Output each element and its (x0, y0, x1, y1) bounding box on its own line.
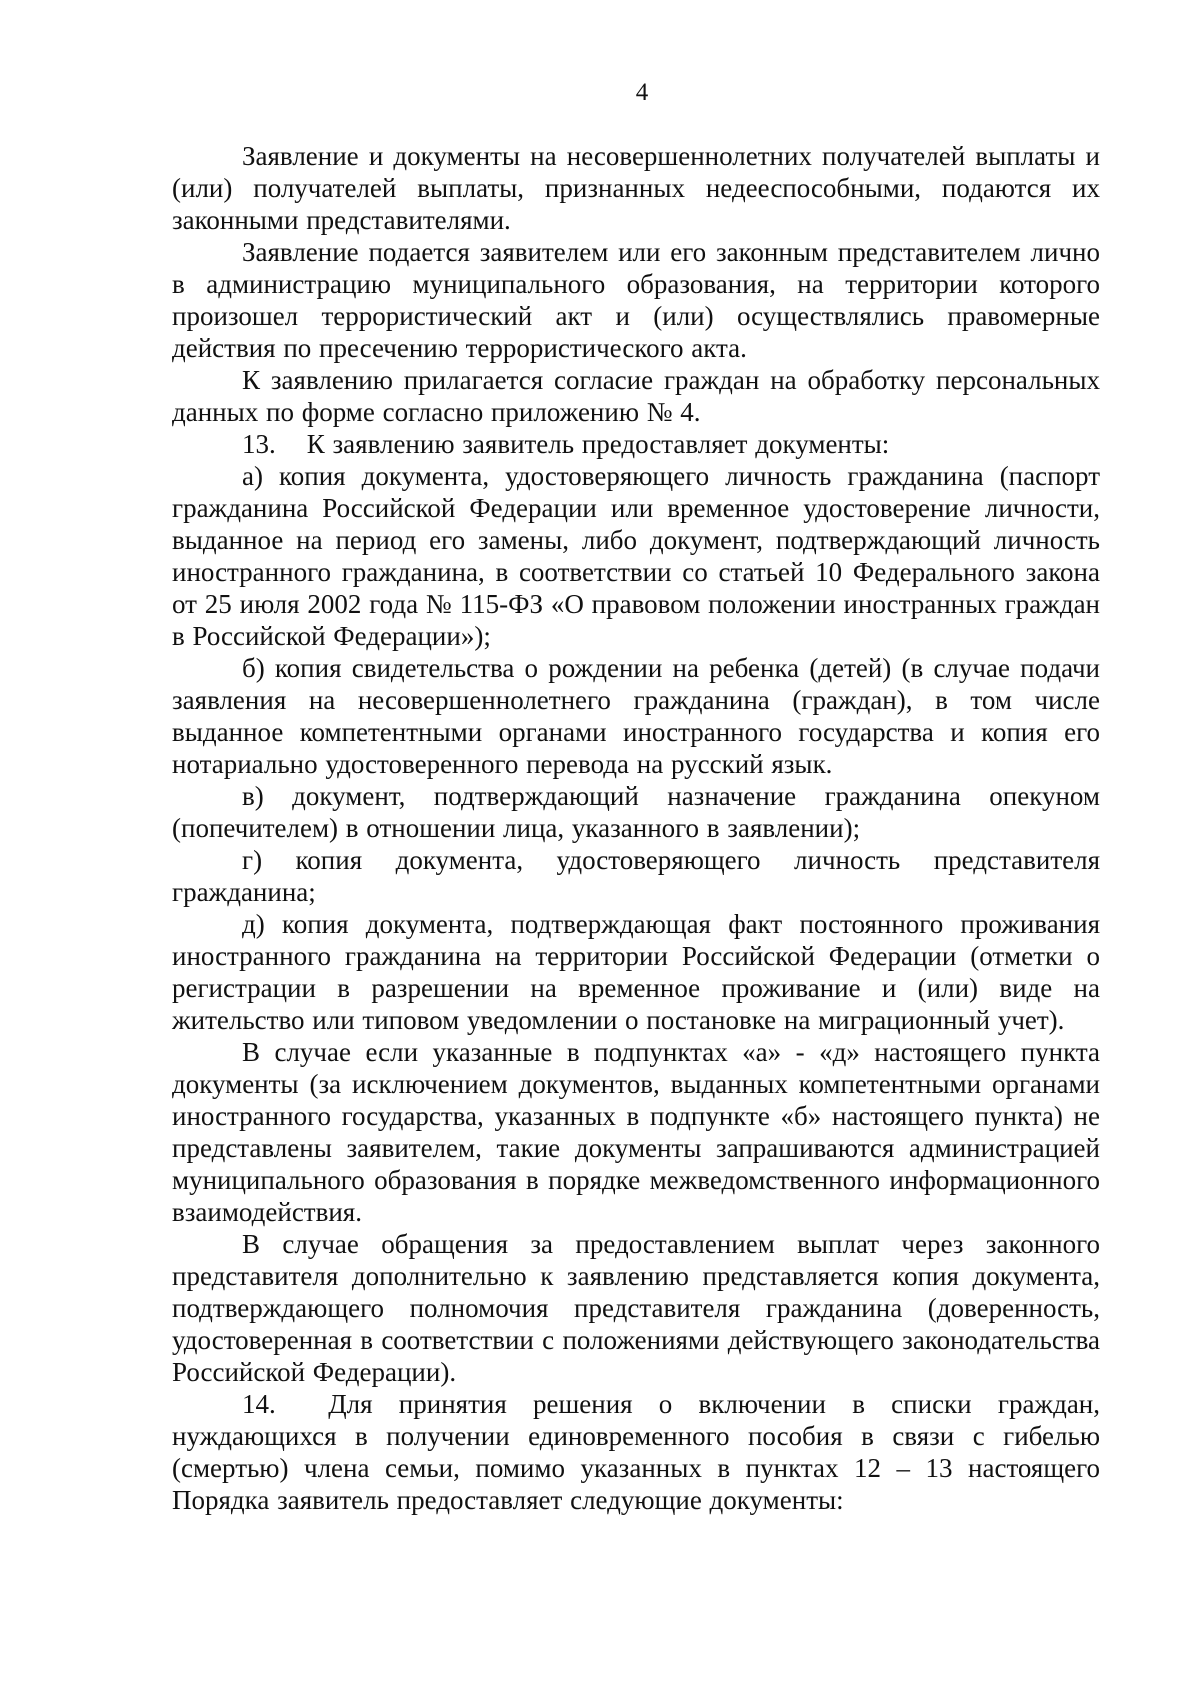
document-body (172, 140, 1100, 1516)
paragraph-legal-representative: В случае обращения за предоставлением выплат через законного представителя дополнительно к заявлению представляется копия документа, подтверждающего полномочия представителя гражданина (доверенность, удостоверенная в соответствии с положениями действующего законодательства Российской Федерации). (172, 1229, 1100, 1387)
paragraph-minors-representatives: Заявление и документы на несовершеннолетних получателей выплаты и (или) получателей выплаты, признанных недееспособными, подаются их законными представителями. (172, 141, 1100, 235)
paragraph-subitem-b: б) копия свидетельства о рождении на ребенка (детей) (в случае подачи заявления на несовершеннолетнего гражданина (граждан), в том числе выданное компетентными органами иностранного государства и копия его нотариально удостоверенного перевода на русский язык. (172, 653, 1100, 779)
paragraph-submission: Заявление подается заявителем или его законным представителем лично в администрацию муниципального образования, на территории которого произошел террористический акт и (или) осуществлялись правомерные действия по пресечению террористического акта. (172, 237, 1100, 363)
page-number: 4 (635, 79, 649, 106)
paragraph-interagency-request: В случае если указанные в подпунктах «а» - «д» настоящего пункта документы (за исключением документов, выданных компетентными органами иностранного государства, указанных в подпункте «б» настоящего пункта) не представлены заявителем, такие документы запрашиваются администрацией муниципального образования в порядке межведомственного информационного взаимодействия. (172, 1037, 1100, 1227)
paragraph-subitem-g: г) копия документа, удостоверяющего личность представителя гражданина; (172, 845, 1100, 907)
paragraph-subitem-v: в) документ, подтверждающий назначение гражданина опекуном (попечителем) в отношении лица, указанного в заявлении); (172, 781, 1100, 843)
paragraph-item-14: 14. Для принятия решения о включении в списки граждан, нуждающихся в получении единовременного пособия в связи с гибелью (смертью) члена семьи, помимо указанных в пунктах 12 – 13 настоящего Порядка заявитель предоставляет следующие документы: (172, 1389, 1100, 1515)
paragraph-consent: К заявлению прилагается согласие граждан на обработку персональных данных по форме согласно приложению № 4. (172, 365, 1100, 427)
paragraph-item-13: 13. К заявлению заявитель предоставляет документы: (242, 429, 890, 459)
paragraph-subitem-d: д) копия документа, подтверждающая факт постоянного проживания иностранного гражданина на территории Российской Федерации (отметки о регистрации в разрешении на временное проживание и (или) виде на жительство или типовом уведомлении о постановке на миграционный учет). (172, 909, 1100, 1035)
paragraph-subitem-a: а) копия документа, удостоверяющего личность гражданина (паспорт гражданина Российской Федерации или временное удостоверение личности, выданное на период его замены, либо документ, подтверждающий личность иностранного гражданина, в соответствии со статьей 10 Федерального закона от 25 июля 2002 года № 115-ФЗ «О правовом положении иностранных граждан в Российской Федерации»); (172, 461, 1100, 651)
